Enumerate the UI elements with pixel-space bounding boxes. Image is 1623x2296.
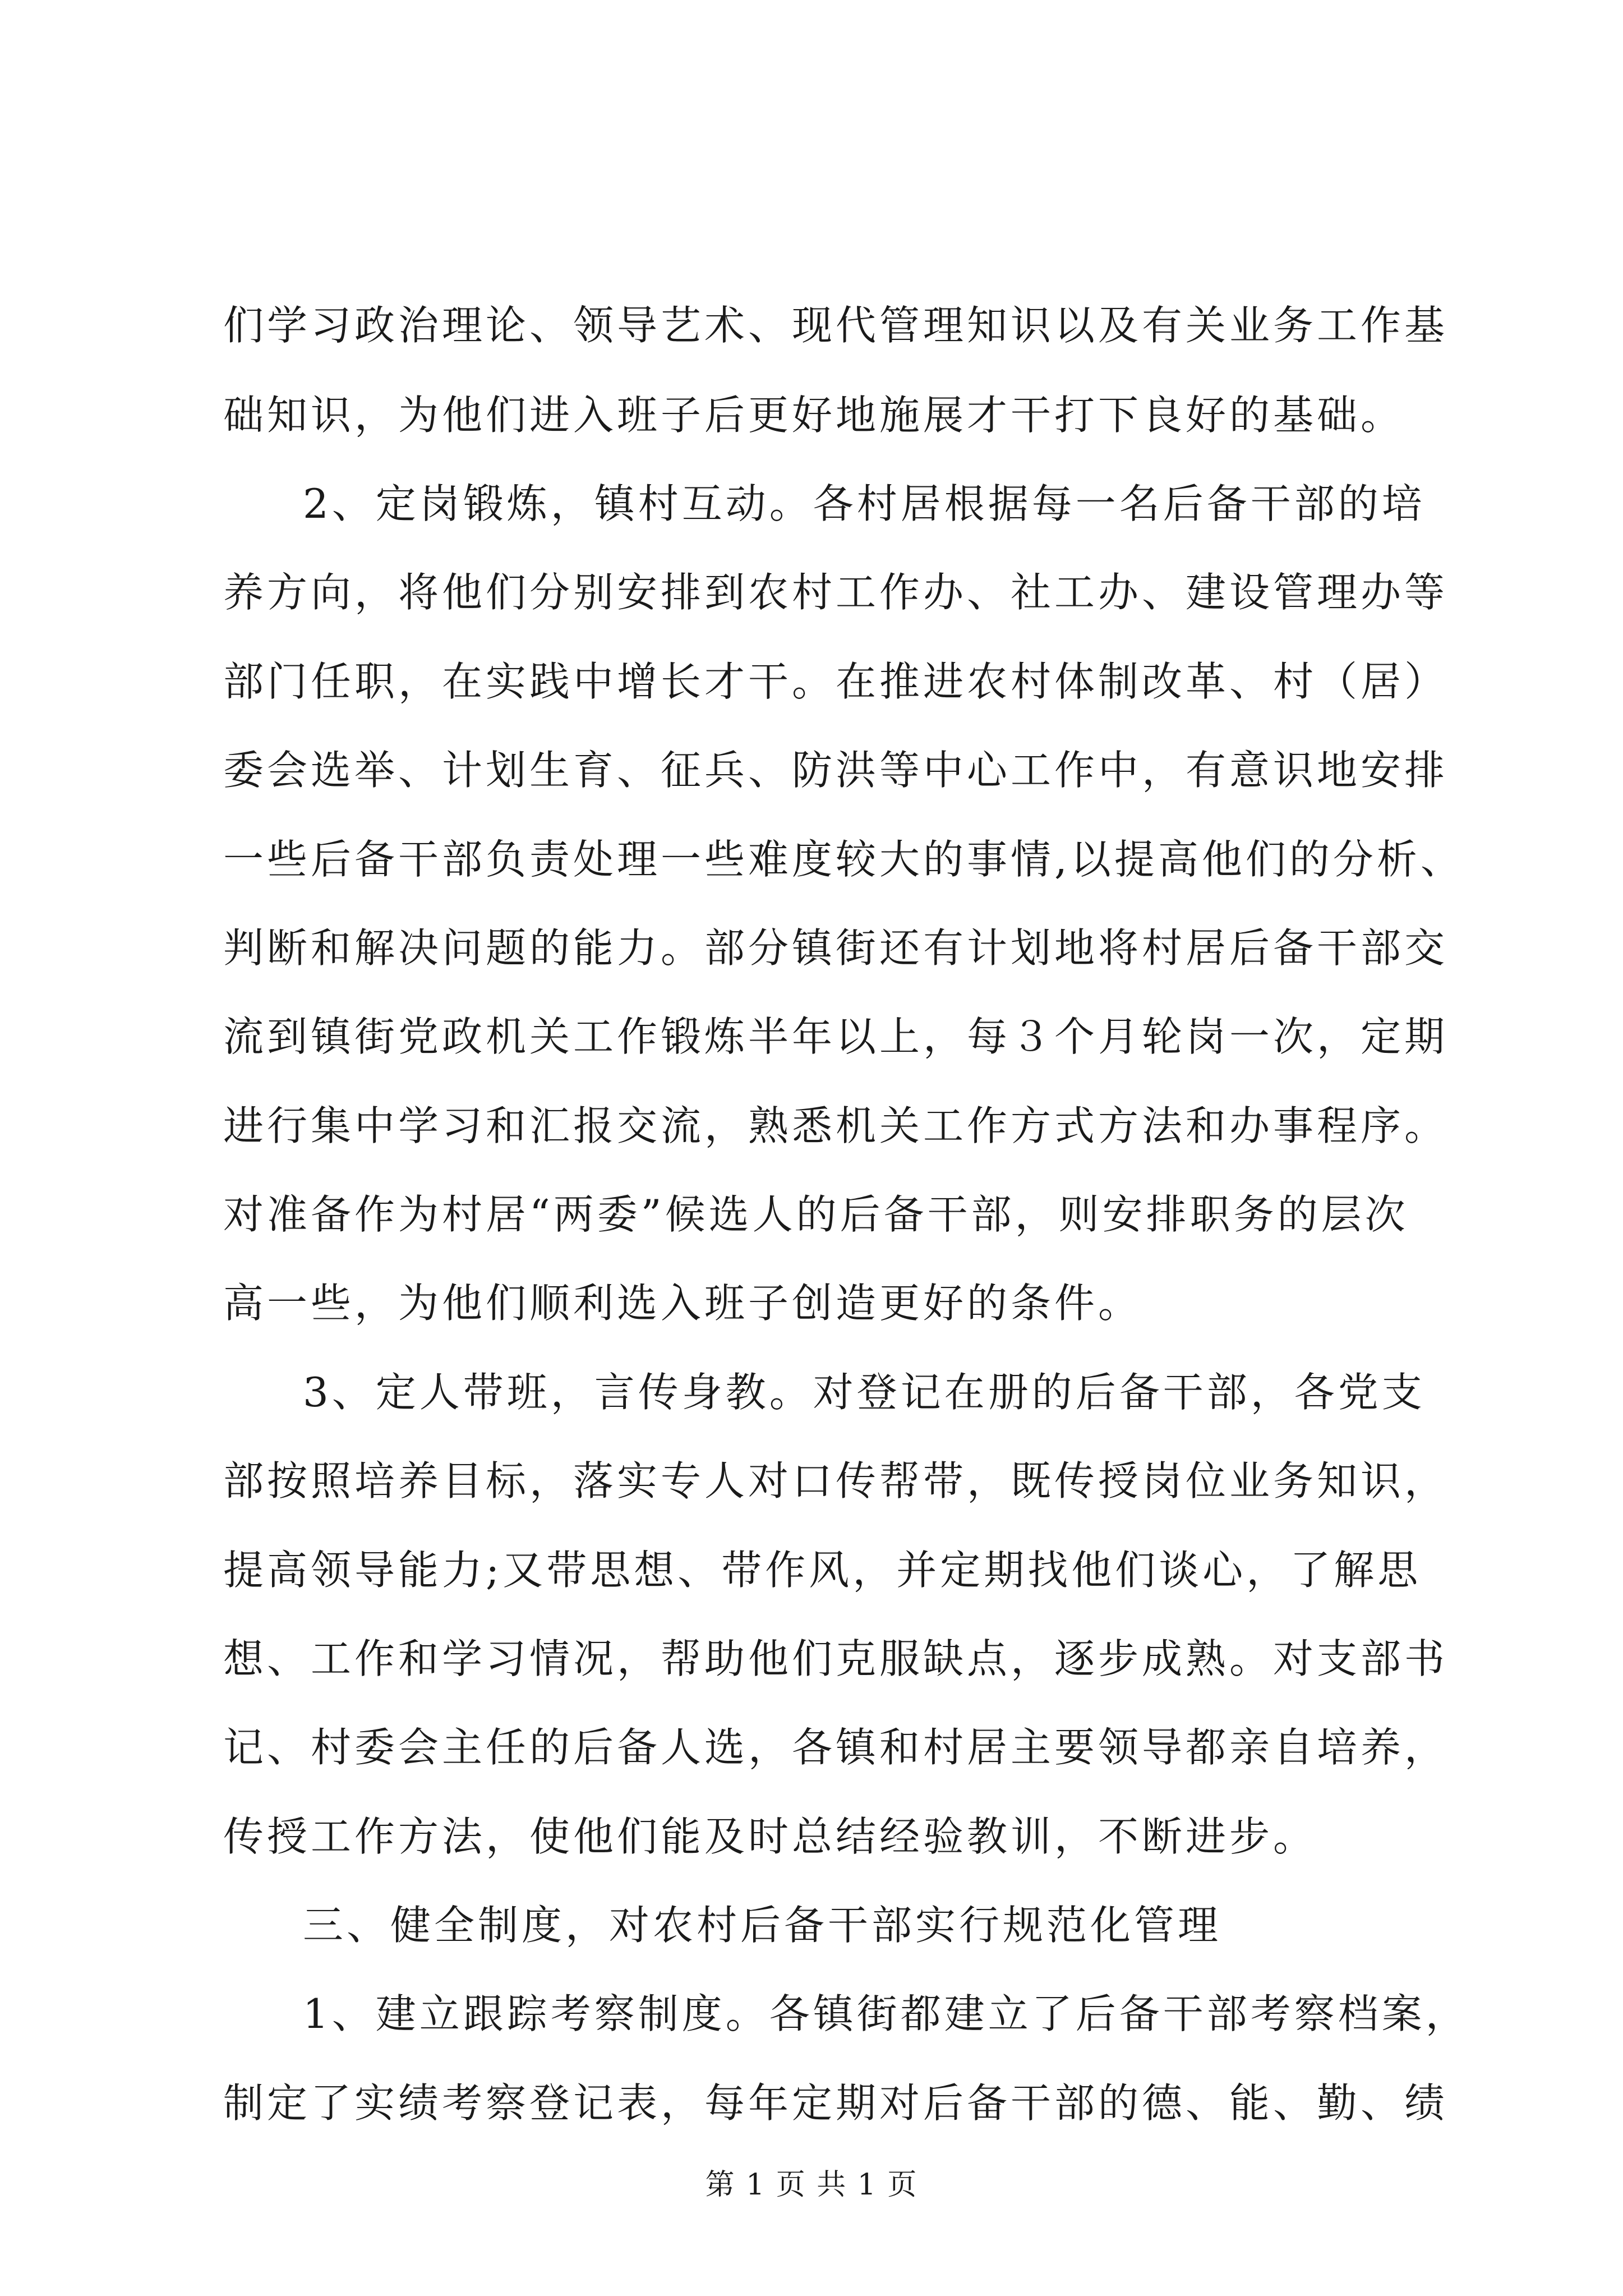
text-line: 流到镇街党政机关工作锻炼半年以上，每３个月轮岗一次，定期	[223, 1013, 1449, 1060]
text-line: 提高领导能力;又带思想、带作风，并定期找他们谈心，了解思	[223, 1547, 1422, 1594]
text-line: 想、工作和学习情况，帮助他们克服缺点，逐步成熟。对支部书	[223, 1635, 1449, 1682]
text-line: 进行集中学习和汇报交流，熟悉机关工作方式方法和办事程序。	[223, 1102, 1449, 1149]
text-line: 部门任职，在实践中增长才干。在推进农村体制改革、村（居）	[223, 658, 1449, 705]
text-line: 判断和解决问题的能力。部分镇街还有计划地将村居后备干部交	[223, 924, 1449, 972]
text-line: 记、村委会主任的后备人选，各镇和村居主要领导都亲自培养，	[223, 1724, 1449, 1771]
paragraph-start: 3、定人带班，言传身教。对登记在册的后备干部，各党支	[303, 1369, 1426, 1416]
section-heading: 三、健全制度，对农村后备干部实行规范化管理	[303, 1902, 1222, 1949]
text-line: 一些后备干部负责处理一些难度较大的事情,以提高他们的分析、	[223, 836, 1464, 883]
text-line: 部按照培养目标，落实专人对口传帮带，既传授岗位业务知识，	[223, 1457, 1449, 1504]
text-line: 们学习政治理论、领导艺术、现代管理知识以及有关业务工作基	[223, 302, 1449, 349]
text-line: 对准备作为村居“两委”候选人的后备干部，则安排职务的层次	[223, 1191, 1409, 1238]
text-line: 础知识，为他们进入班子后更好地施展才干打下良好的基础。	[223, 392, 1405, 439]
text-line: 高一些，为他们顺利选入班子创造更好的条件。	[223, 1280, 1142, 1327]
page-number: 第 1 页 共 1 页	[705, 2168, 918, 2202]
paragraph-start: 1、建立跟踪考察制度。各镇街都建立了后备干部考察档案，	[303, 1990, 1469, 2037]
text-line: 养方向，将他们分别安排到农村工作办、社工办、建设管理办等	[223, 569, 1449, 616]
text-line: 委会选举、计划生育、征兵、防洪等中心工作中，有意识地安排	[223, 747, 1449, 794]
text-line: 传授工作方法，使他们能及时总结经验教训，不断进步。	[223, 1813, 1317, 1860]
text-line: 制定了实绩考察登记表，每年定期对后备干部的德、能、勤、绩	[223, 2079, 1449, 2127]
paragraph-start: 2、定岗锻炼，镇村互动。各村居根据每一名后备干部的培	[303, 480, 1426, 527]
